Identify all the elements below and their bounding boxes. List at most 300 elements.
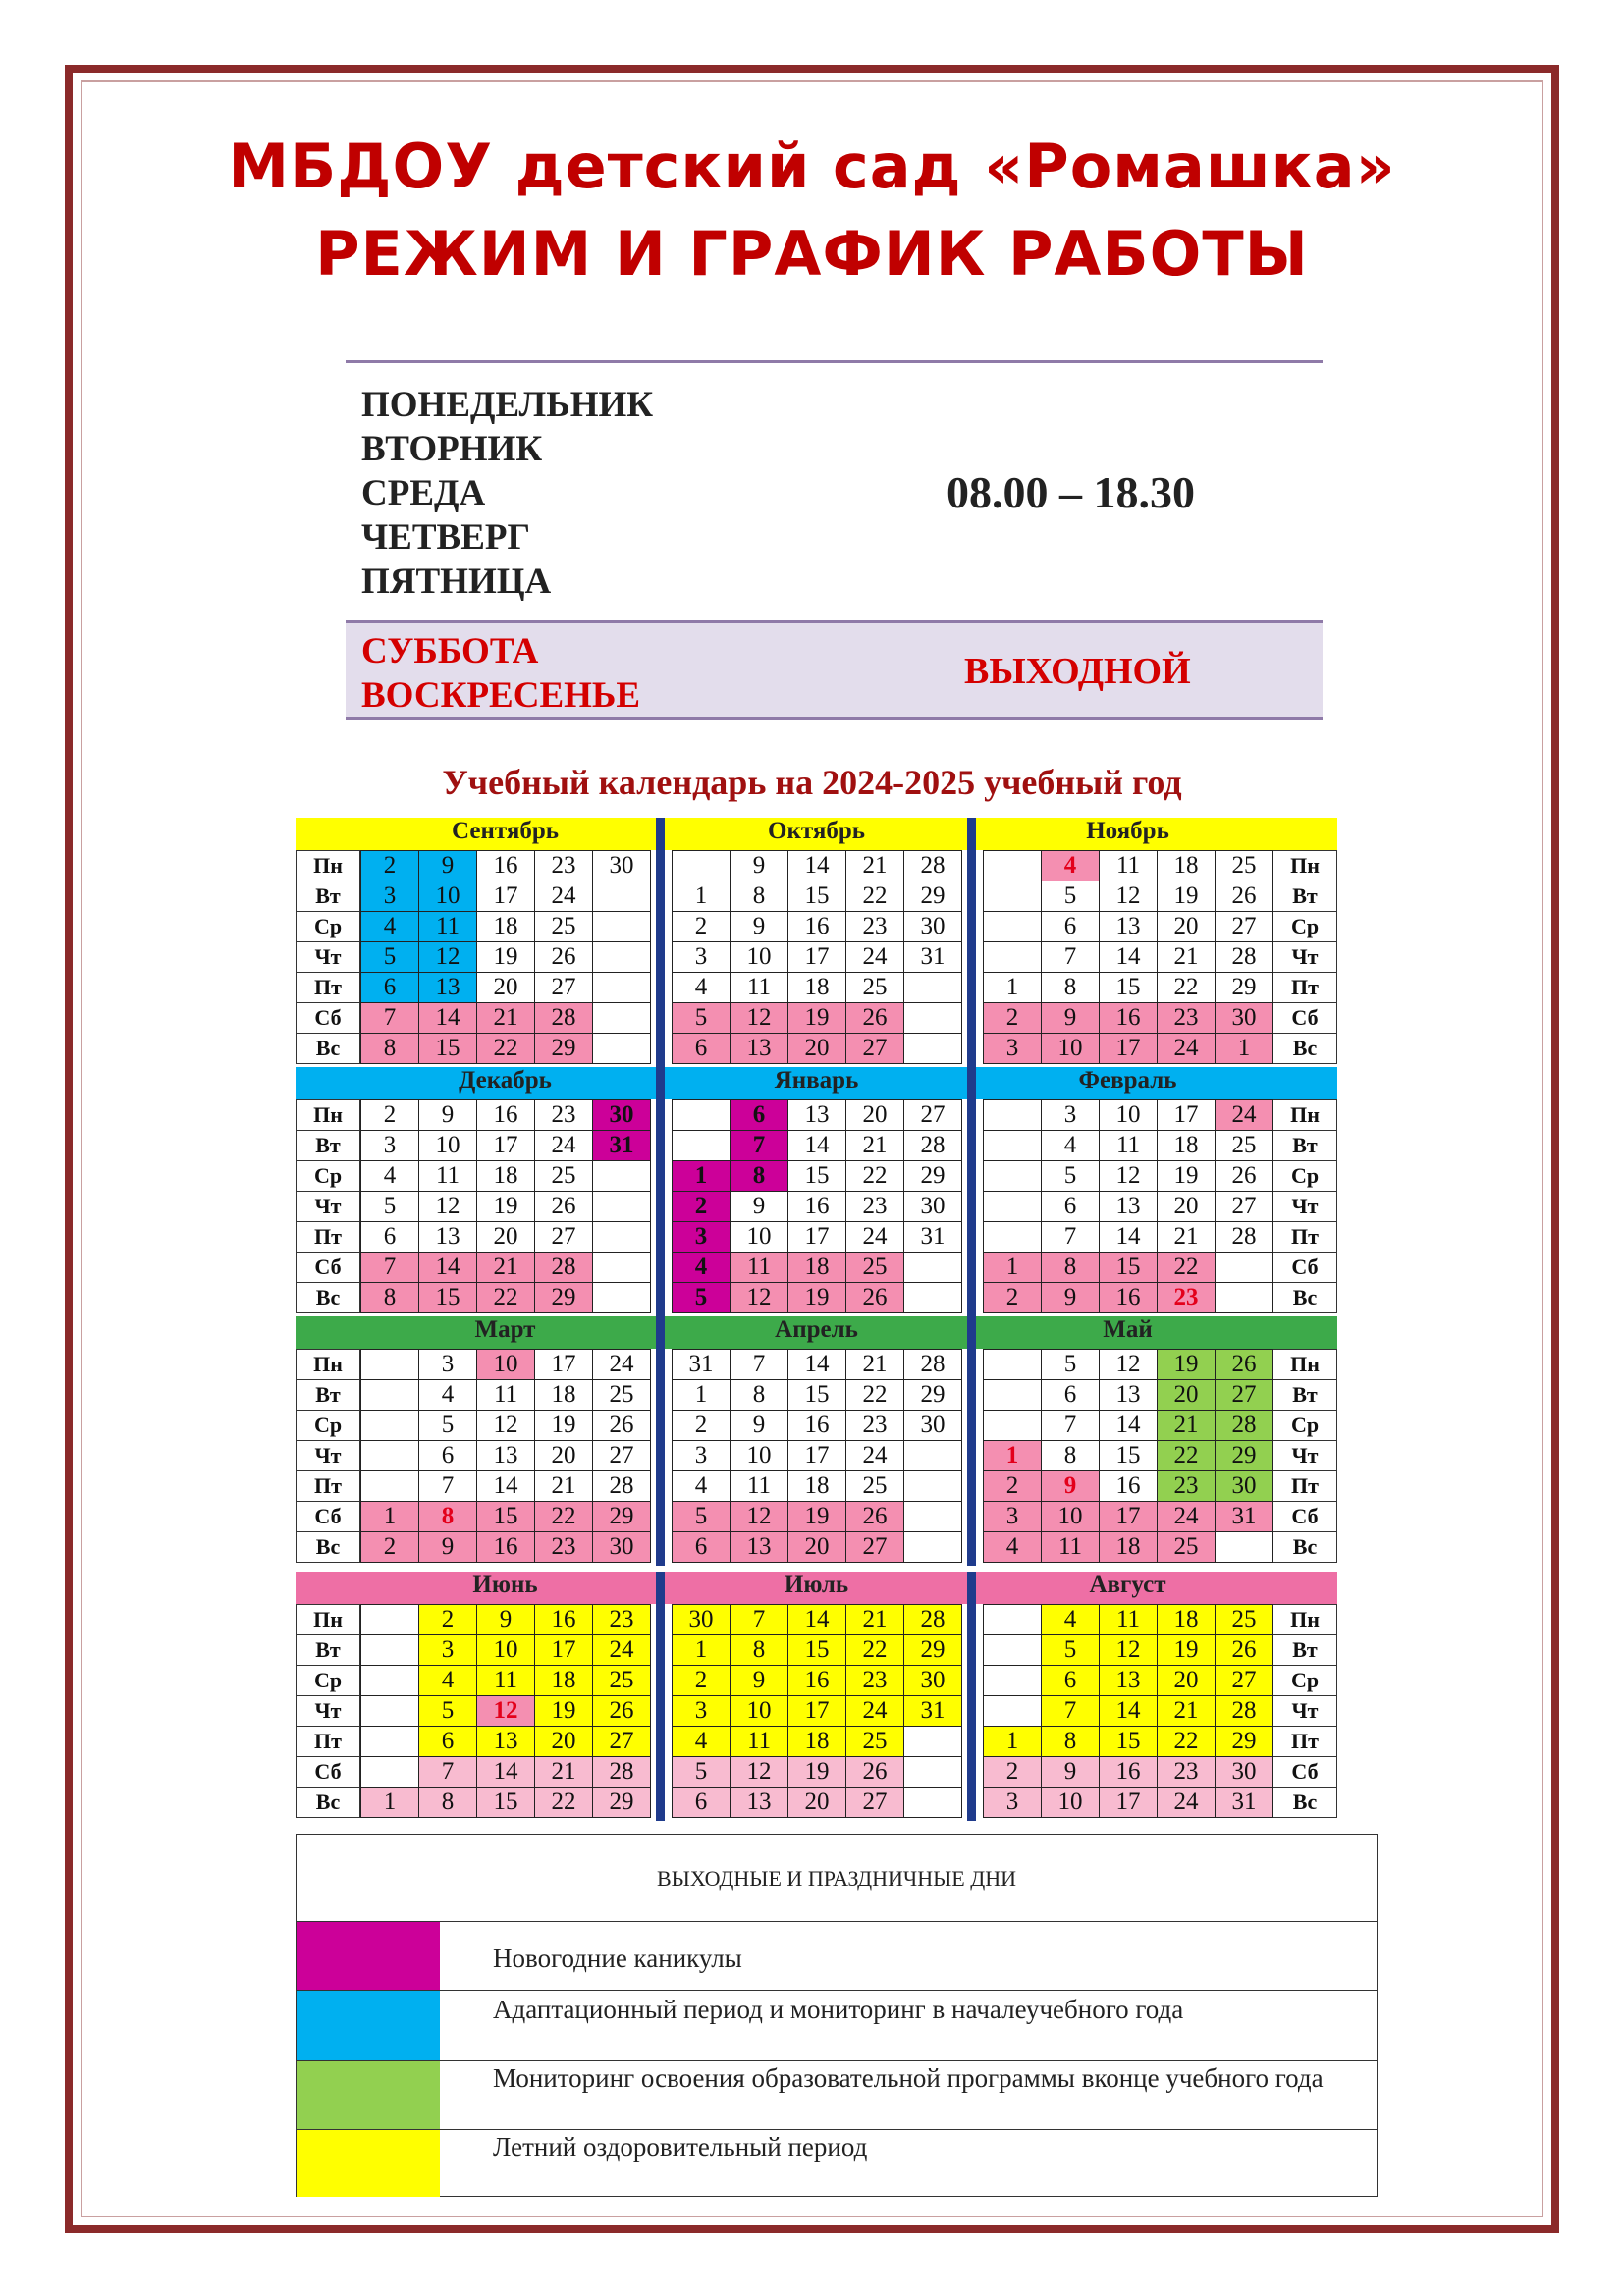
legend-swatch bbox=[297, 2130, 440, 2197]
calendar-day: 15 bbox=[476, 1787, 535, 1818]
calendar-day: 5 bbox=[1041, 881, 1100, 912]
calendar-day: 29 bbox=[903, 881, 962, 912]
legend-title: ВЫХОДНЫЕ И ПРАЗДНИЧНЫЕ ДНИ bbox=[656, 1866, 1017, 1891]
calendar-day bbox=[360, 1440, 419, 1471]
weekday-label: Сб bbox=[1272, 1756, 1337, 1788]
calendar-day bbox=[983, 881, 1042, 912]
calendar-day: 18 bbox=[1157, 1130, 1216, 1161]
calendar-day: 8 bbox=[1041, 972, 1100, 1003]
calendar-day: 18 bbox=[476, 1160, 535, 1192]
calendar-day: 10 bbox=[476, 1349, 535, 1380]
calendar-day: 16 bbox=[534, 1604, 593, 1635]
calendar-day: 16 bbox=[1099, 1756, 1158, 1788]
calendar-day: 18 bbox=[787, 1252, 846, 1283]
calendar-day: 23 bbox=[845, 1665, 904, 1696]
calendar-day: 7 bbox=[1041, 941, 1100, 973]
calendar-day: 7 bbox=[730, 1604, 788, 1635]
calendar-day: 25 bbox=[845, 1252, 904, 1283]
month-name: Декабрь bbox=[459, 1067, 552, 1094]
calendar-day: 12 bbox=[418, 941, 477, 973]
calendar-day: 17 bbox=[787, 1440, 846, 1471]
calendar-day: 15 bbox=[1099, 1726, 1158, 1757]
calendar-day: 18 bbox=[787, 1470, 846, 1502]
calendar-day: 27 bbox=[1215, 1379, 1273, 1411]
calendar-day: 1 bbox=[983, 1440, 1042, 1471]
calendar-day: 19 bbox=[787, 1282, 846, 1313]
calendar-day bbox=[983, 1634, 1042, 1666]
calendar-day: 8 bbox=[360, 1033, 419, 1064]
calendar-day: 20 bbox=[1157, 1191, 1216, 1222]
calendar-day: 14 bbox=[418, 1002, 477, 1034]
calendar-day: 19 bbox=[1157, 881, 1216, 912]
legend-item bbox=[297, 1921, 1377, 1991]
calendar-day: 2 bbox=[418, 1604, 477, 1635]
calendar-day: 4 bbox=[672, 972, 731, 1003]
weekday-label: Вт bbox=[296, 881, 360, 912]
calendar-day: 17 bbox=[1099, 1501, 1158, 1532]
calendar-day: 31 bbox=[672, 1349, 731, 1380]
weekend-label: ВЫХОДНОЙ bbox=[964, 651, 1191, 692]
calendar-day: 30 bbox=[903, 1410, 962, 1441]
calendar-day: 23 bbox=[845, 1191, 904, 1222]
calendar-day: 8 bbox=[730, 881, 788, 912]
weekday-label: Вс bbox=[296, 1787, 360, 1818]
weekday-label: Чт bbox=[1272, 941, 1337, 973]
calendar-day: 21 bbox=[845, 1349, 904, 1380]
calendar-day: 28 bbox=[903, 850, 962, 881]
calendar-day: 5 bbox=[672, 1282, 731, 1313]
calendar-day: 21 bbox=[1157, 1410, 1216, 1441]
calendar-day: 7 bbox=[730, 1130, 788, 1161]
calendar-day: 8 bbox=[360, 1282, 419, 1313]
calendar-day: 23 bbox=[534, 1099, 593, 1131]
calendar-day: 30 bbox=[1215, 1756, 1273, 1788]
calendar-day: 23 bbox=[1157, 1470, 1216, 1502]
calendar-day: 8 bbox=[730, 1634, 788, 1666]
calendar-day: 29 bbox=[592, 1501, 651, 1532]
calendar-day: 6 bbox=[360, 1221, 419, 1253]
calendar-day bbox=[983, 911, 1042, 942]
calendar-day: 12 bbox=[1099, 1160, 1158, 1192]
calendar-day: 10 bbox=[418, 881, 477, 912]
month-name: Июнь bbox=[472, 1572, 538, 1598]
calendar-day: 8 bbox=[418, 1787, 477, 1818]
calendar-day: 11 bbox=[418, 1160, 477, 1192]
calendar-day: 1 bbox=[983, 1252, 1042, 1283]
weekday-label: Сб bbox=[296, 1501, 360, 1532]
calendar-day: 26 bbox=[1215, 881, 1273, 912]
calendar-day: 24 bbox=[845, 941, 904, 973]
calendar-day: 2 bbox=[672, 1665, 731, 1696]
calendar-day: 14 bbox=[787, 850, 846, 881]
calendar-day: 24 bbox=[592, 1634, 651, 1666]
weekday-label: Пт bbox=[296, 972, 360, 1003]
calendar-day: 31 bbox=[592, 1130, 651, 1161]
calendar-title: Учебный календарь на 2024-2025 учебный год bbox=[442, 763, 1182, 802]
weekday-label: Пн bbox=[296, 1604, 360, 1635]
calendar-day: 29 bbox=[1215, 1726, 1273, 1757]
calendar-day: 22 bbox=[476, 1282, 535, 1313]
calendar-day: 8 bbox=[730, 1379, 788, 1411]
calendar-day: 14 bbox=[1099, 1695, 1158, 1727]
calendar-day bbox=[903, 1531, 962, 1563]
calendar-day: 6 bbox=[1041, 1191, 1100, 1222]
calendar-day: 7 bbox=[418, 1470, 477, 1502]
calendar-day: 3 bbox=[360, 881, 419, 912]
column-separator bbox=[967, 1067, 976, 1316]
calendar-day: 15 bbox=[1099, 1252, 1158, 1283]
calendar-day: 24 bbox=[1157, 1501, 1216, 1532]
calendar-day: 3 bbox=[672, 1695, 731, 1727]
calendar-day: 27 bbox=[1215, 1665, 1273, 1696]
calendar-day: 6 bbox=[730, 1099, 788, 1131]
calendar-day: 26 bbox=[1215, 1634, 1273, 1666]
calendar-day: 14 bbox=[1099, 1221, 1158, 1253]
calendar-day: 26 bbox=[845, 1756, 904, 1788]
calendar-day bbox=[983, 1221, 1042, 1253]
calendar-day: 10 bbox=[476, 1634, 535, 1666]
calendar-day: 8 bbox=[1041, 1440, 1100, 1471]
calendar-day: 29 bbox=[534, 1033, 593, 1064]
calendar-day bbox=[360, 1634, 419, 1666]
calendar-day: 30 bbox=[592, 1531, 651, 1563]
calendar-day: 4 bbox=[418, 1379, 477, 1411]
calendar-day: 17 bbox=[1099, 1033, 1158, 1064]
weekday-label: Ср bbox=[296, 1665, 360, 1696]
calendar-day: 25 bbox=[592, 1665, 651, 1696]
legend bbox=[296, 1834, 1378, 2197]
calendar-day: 10 bbox=[730, 941, 788, 973]
calendar-day: 26 bbox=[592, 1695, 651, 1727]
calendar-day: 3 bbox=[983, 1501, 1042, 1532]
calendar-day: 1 bbox=[672, 1379, 731, 1411]
calendar-day: 1 bbox=[672, 1634, 731, 1666]
calendar-day bbox=[360, 1665, 419, 1696]
calendar-day: 5 bbox=[360, 1191, 419, 1222]
workday: СРЕДА bbox=[361, 473, 486, 513]
calendar-day: 25 bbox=[845, 972, 904, 1003]
calendar-day: 6 bbox=[672, 1787, 731, 1818]
calendar-day: 13 bbox=[730, 1531, 788, 1563]
calendar-day: 14 bbox=[787, 1130, 846, 1161]
legend-swatch bbox=[297, 1922, 440, 1991]
calendar-day: 2 bbox=[983, 1282, 1042, 1313]
calendar-day bbox=[592, 1221, 651, 1253]
calendar-day bbox=[360, 1726, 419, 1757]
calendar-day: 16 bbox=[476, 1099, 535, 1131]
calendar-day: 18 bbox=[1157, 1604, 1216, 1635]
calendar-day bbox=[592, 1033, 651, 1064]
calendar-day: 3 bbox=[360, 1130, 419, 1161]
calendar-day: 24 bbox=[592, 1349, 651, 1380]
weekday-label: Ср bbox=[1272, 1410, 1337, 1441]
weekday-label: Ср bbox=[296, 1160, 360, 1192]
calendar-day: 30 bbox=[903, 911, 962, 942]
calendar-day: 3 bbox=[672, 941, 731, 973]
calendar-day: 12 bbox=[1099, 881, 1158, 912]
calendar-day: 13 bbox=[730, 1787, 788, 1818]
calendar-day: 9 bbox=[476, 1604, 535, 1635]
calendar-day: 18 bbox=[534, 1665, 593, 1696]
month-name: Сентябрь bbox=[452, 818, 559, 844]
calendar-day: 25 bbox=[1215, 1604, 1273, 1635]
calendar-day bbox=[360, 1695, 419, 1727]
calendar-day: 2 bbox=[983, 1002, 1042, 1034]
weekday-label: Вс bbox=[1272, 1033, 1337, 1064]
workday: ВТОРНИК bbox=[361, 429, 543, 469]
calendar-day: 19 bbox=[534, 1695, 593, 1727]
weekday-label: Сб bbox=[296, 1002, 360, 1034]
calendar-day: 18 bbox=[1099, 1531, 1158, 1563]
calendar-day bbox=[360, 1410, 419, 1441]
calendar-day: 9 bbox=[418, 1099, 477, 1131]
workdays-list bbox=[361, 383, 653, 604]
weekend-day: СУББОТА bbox=[361, 631, 539, 671]
calendar-day: 23 bbox=[534, 1531, 593, 1563]
calendar-day: 2 bbox=[360, 1531, 419, 1563]
calendar-day: 1 bbox=[360, 1787, 419, 1818]
calendar-day: 21 bbox=[845, 850, 904, 881]
weekday-label: Чт bbox=[296, 1695, 360, 1727]
column-separator bbox=[656, 1067, 665, 1316]
calendar-day: 10 bbox=[418, 1130, 477, 1161]
calendar-day: 14 bbox=[476, 1756, 535, 1788]
calendar-day: 10 bbox=[1099, 1099, 1158, 1131]
calendar-day: 4 bbox=[360, 1160, 419, 1192]
calendar-day: 2 bbox=[672, 911, 731, 942]
calendar-day bbox=[592, 1282, 651, 1313]
calendar-day: 27 bbox=[845, 1531, 904, 1563]
calendar-day: 6 bbox=[1041, 1379, 1100, 1411]
calendar-day: 23 bbox=[845, 1410, 904, 1441]
calendar-day: 9 bbox=[730, 911, 788, 942]
weekday-label: Ср bbox=[1272, 1160, 1337, 1192]
calendar-day: 5 bbox=[418, 1410, 477, 1441]
weekday-label: Пн bbox=[1272, 850, 1337, 881]
calendar-day: 26 bbox=[592, 1410, 651, 1441]
calendar-day: 22 bbox=[534, 1787, 593, 1818]
calendar-day bbox=[672, 850, 731, 881]
calendar-day: 28 bbox=[903, 1349, 962, 1380]
weekday-label: Чт bbox=[296, 1440, 360, 1471]
calendar-day: 22 bbox=[534, 1501, 593, 1532]
legend-item bbox=[297, 2060, 1377, 2130]
calendar-day: 15 bbox=[1099, 1440, 1158, 1471]
column-separator bbox=[967, 818, 976, 1067]
calendar-day: 20 bbox=[1157, 1379, 1216, 1411]
weekday-label: Пн bbox=[296, 1099, 360, 1131]
calendar-day: 3 bbox=[983, 1787, 1042, 1818]
month-name: Май bbox=[1103, 1316, 1153, 1343]
calendar-day: 31 bbox=[903, 1695, 962, 1727]
calendar-day: 7 bbox=[418, 1756, 477, 1788]
calendar-day: 12 bbox=[476, 1410, 535, 1441]
calendar-day: 29 bbox=[592, 1787, 651, 1818]
calendar-day bbox=[903, 1756, 962, 1788]
calendar-day: 19 bbox=[476, 1191, 535, 1222]
calendar-day: 14 bbox=[787, 1349, 846, 1380]
calendar-day: 9 bbox=[1041, 1002, 1100, 1034]
calendar-day: 1 bbox=[672, 881, 731, 912]
calendar-day: 2 bbox=[360, 1099, 419, 1131]
weekday-label: Вс bbox=[1272, 1531, 1337, 1563]
calendar-day: 2 bbox=[983, 1470, 1042, 1502]
calendar-day bbox=[1215, 1531, 1273, 1563]
calendar-day: 28 bbox=[534, 1252, 593, 1283]
calendar-day: 2 bbox=[672, 1191, 731, 1222]
calendar-day: 3 bbox=[672, 1221, 731, 1253]
calendar-day: 8 bbox=[1041, 1252, 1100, 1283]
calendar-day: 24 bbox=[845, 1221, 904, 1253]
calendar-day: 15 bbox=[476, 1501, 535, 1532]
calendar-day: 13 bbox=[476, 1726, 535, 1757]
calendar-day bbox=[983, 850, 1042, 881]
calendar-day: 22 bbox=[845, 1379, 904, 1411]
calendar-day: 19 bbox=[787, 1501, 846, 1532]
calendar-day: 19 bbox=[476, 941, 535, 973]
calendar-day: 13 bbox=[1099, 1665, 1158, 1696]
calendar-day bbox=[903, 1282, 962, 1313]
calendar-day: 30 bbox=[672, 1604, 731, 1635]
calendar-day: 22 bbox=[476, 1033, 535, 1064]
calendar-day: 23 bbox=[592, 1604, 651, 1635]
calendar-day: 18 bbox=[534, 1379, 593, 1411]
calendar-day: 25 bbox=[534, 911, 593, 942]
calendar-day: 21 bbox=[845, 1604, 904, 1635]
calendar-day: 28 bbox=[1215, 1695, 1273, 1727]
calendar-day: 4 bbox=[672, 1726, 731, 1757]
calendar-day: 30 bbox=[592, 1099, 651, 1131]
calendar-day bbox=[983, 1160, 1042, 1192]
calendar-day: 10 bbox=[730, 1440, 788, 1471]
calendar-day: 13 bbox=[787, 1099, 846, 1131]
calendar-day: 27 bbox=[903, 1099, 962, 1131]
calendar-day: 21 bbox=[1157, 1695, 1216, 1727]
legend-label: Новогодние каникулы bbox=[493, 1944, 742, 1973]
legend-item bbox=[297, 1990, 1377, 2061]
weekday-label: Ср bbox=[1272, 911, 1337, 942]
weekday-label: Вт bbox=[1272, 1634, 1337, 1666]
calendar-day bbox=[903, 1033, 962, 1064]
calendar-day: 11 bbox=[1099, 1130, 1158, 1161]
weekday-label: Пн bbox=[1272, 1099, 1337, 1131]
calendar-day: 29 bbox=[903, 1379, 962, 1411]
calendar-day: 17 bbox=[787, 1695, 846, 1727]
calendar-day: 19 bbox=[1157, 1349, 1216, 1380]
weekday-label: Чт bbox=[296, 1191, 360, 1222]
calendar-day: 13 bbox=[476, 1440, 535, 1471]
weekday-label: Чт bbox=[1272, 1440, 1337, 1471]
column-separator bbox=[656, 818, 665, 1067]
calendar-day: 21 bbox=[845, 1130, 904, 1161]
divider bbox=[346, 717, 1323, 720]
calendar-day: 4 bbox=[418, 1665, 477, 1696]
calendar-day: 6 bbox=[672, 1033, 731, 1064]
calendar-day: 19 bbox=[1157, 1634, 1216, 1666]
calendar-day: 21 bbox=[476, 1252, 535, 1283]
calendar-day bbox=[903, 1787, 962, 1818]
calendar-day bbox=[360, 1470, 419, 1502]
calendar-day: 14 bbox=[476, 1470, 535, 1502]
calendar-day bbox=[983, 1099, 1042, 1131]
weekday-label: Пт bbox=[296, 1726, 360, 1757]
calendar-day: 26 bbox=[845, 1282, 904, 1313]
calendar-day: 17 bbox=[476, 881, 535, 912]
calendar-day bbox=[592, 1252, 651, 1283]
calendar-day: 16 bbox=[476, 1531, 535, 1563]
calendar-day: 1 bbox=[1215, 1033, 1273, 1064]
calendar-day: 22 bbox=[1157, 1726, 1216, 1757]
calendar-day: 16 bbox=[787, 911, 846, 942]
calendar-day bbox=[360, 1349, 419, 1380]
calendar-day: 7 bbox=[1041, 1695, 1100, 1727]
calendar-day: 28 bbox=[1215, 1410, 1273, 1441]
calendar-day: 10 bbox=[1041, 1787, 1100, 1818]
calendar-day: 13 bbox=[1099, 911, 1158, 942]
month-name: Апрель bbox=[775, 1316, 858, 1343]
calendar-day: 1 bbox=[983, 1726, 1042, 1757]
calendar-day: 17 bbox=[476, 1130, 535, 1161]
weekday-label: Сб bbox=[1272, 1252, 1337, 1283]
calendar-day: 11 bbox=[1041, 1531, 1100, 1563]
calendar-day bbox=[592, 911, 651, 942]
calendar-day: 12 bbox=[476, 1695, 535, 1727]
calendar-day: 23 bbox=[534, 850, 593, 881]
calendar-day: 11 bbox=[730, 972, 788, 1003]
weekday-label: Вс bbox=[296, 1531, 360, 1563]
month-name: Март bbox=[474, 1316, 536, 1343]
calendar-day: 9 bbox=[1041, 1756, 1100, 1788]
calendar-day bbox=[592, 941, 651, 973]
calendar-day: 9 bbox=[418, 850, 477, 881]
calendar-day: 9 bbox=[730, 850, 788, 881]
weekday-label: Чт bbox=[1272, 1191, 1337, 1222]
calendar-day: 3 bbox=[1041, 1099, 1100, 1131]
calendar-day: 20 bbox=[787, 1033, 846, 1064]
calendar-day: 31 bbox=[1215, 1787, 1273, 1818]
calendar-day: 28 bbox=[903, 1604, 962, 1635]
weekday-label: Сб bbox=[296, 1252, 360, 1283]
calendar-day: 26 bbox=[534, 941, 593, 973]
calendar-day: 24 bbox=[1157, 1033, 1216, 1064]
weekday-label: Вт bbox=[296, 1130, 360, 1161]
calendar-day: 20 bbox=[1157, 1665, 1216, 1696]
page-subtitle: РЕЖИМ И ГРАФИК РАБОТЫ bbox=[315, 218, 1309, 290]
calendar-day: 11 bbox=[476, 1379, 535, 1411]
calendar-day: 8 bbox=[418, 1501, 477, 1532]
weekday-label: Пн bbox=[296, 1349, 360, 1380]
weekday-label: Вт bbox=[1272, 1130, 1337, 1161]
calendar-day: 28 bbox=[903, 1130, 962, 1161]
calendar-day: 16 bbox=[787, 1665, 846, 1696]
calendar-day: 25 bbox=[534, 1160, 593, 1192]
calendar-day bbox=[983, 1604, 1042, 1635]
legend-label: Летний оздоровительный период bbox=[493, 2132, 868, 2162]
calendar-day: 5 bbox=[672, 1002, 731, 1034]
weekday-label: Вт bbox=[1272, 1379, 1337, 1411]
calendar-day: 28 bbox=[534, 1002, 593, 1034]
weekday-label: Чт bbox=[1272, 1695, 1337, 1727]
calendar-day: 25 bbox=[1157, 1531, 1216, 1563]
weekday-label: Пт bbox=[296, 1470, 360, 1502]
calendar-day: 17 bbox=[787, 941, 846, 973]
calendar-day: 15 bbox=[418, 1033, 477, 1064]
calendar-day: 19 bbox=[534, 1410, 593, 1441]
calendar-day bbox=[360, 1604, 419, 1635]
calendar-day: 29 bbox=[534, 1282, 593, 1313]
calendar-day: 1 bbox=[672, 1160, 731, 1192]
calendar-day bbox=[983, 1130, 1042, 1161]
